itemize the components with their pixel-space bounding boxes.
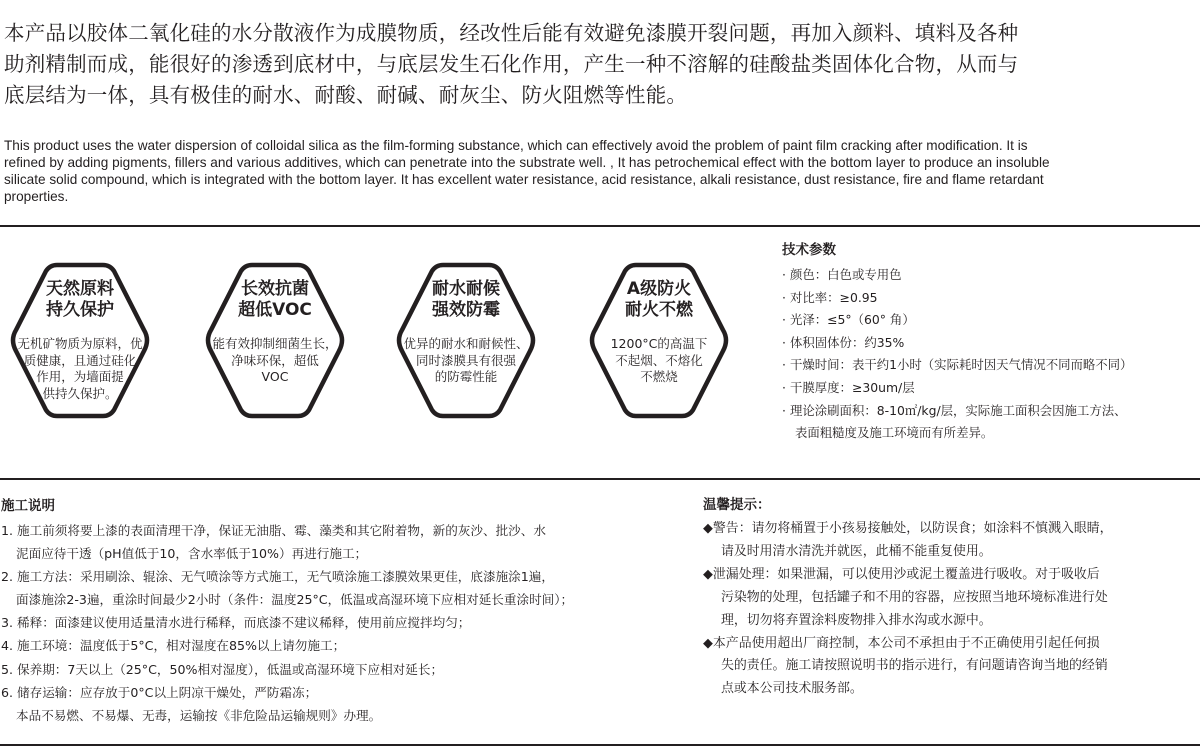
- bullet-dot: ·: [782, 402, 786, 418]
- feature-title-line: 天然原料: [46, 279, 114, 299]
- spec-item: [782, 377, 1198, 400]
- feature-desc-line: VOC: [261, 369, 289, 384]
- construction-line: 泥面应待干透（pH值低于10，含水率低于10%）再进行施工；: [16, 546, 368, 562]
- feature-desc-line: 供持久保护。: [42, 385, 118, 401]
- feature-desc: [12, 336, 148, 402]
- spec-text: 干膜厚度：≥30um/层: [790, 379, 915, 395]
- construction-heading: 施工说明: [1, 498, 55, 514]
- spec-continuation: 表面粗糙度及施工环境而有所差异。: [795, 425, 994, 441]
- construction-line: 3. 稀释：面漆建议使用适量清水进行稀释，而底漆不建议稀释，使用前应搅拌均匀；: [1, 615, 471, 631]
- spec-item: [782, 332, 1198, 355]
- feature-title: [205, 279, 345, 321]
- spec-text: 颜色：白色或专用色: [790, 267, 902, 282]
- warm-tips: [703, 496, 1199, 701]
- tech-specs: [782, 241, 1198, 445]
- specs-list: [782, 264, 1198, 445]
- feature-desc-line: 作用，为墙面提: [36, 369, 124, 384]
- feature-desc-line: 能有效抑制细菌生长，: [212, 336, 338, 351]
- construction-line: 2. 施工方法：采用刷涂、辊涂、无气喷涂等方式施工，无气喷涂施工漆膜效果更佳，底漆施涂1遍，: [1, 569, 554, 585]
- feature-desc: [398, 336, 534, 386]
- feature-badge-natural: [10, 262, 150, 419]
- tips-line: ◆本产品使用超出厂商控制，本公司不承担由于不正确使用引起任何损: [703, 635, 1100, 651]
- feature-desc: [207, 336, 343, 386]
- feature-title: [589, 279, 729, 321]
- intro-chinese-line: 本产品以胶体二氧化硅的水分散液作为成膜物质，经改性后能有效避免漆膜开裂问题，再加入颜料、填料及各种: [4, 21, 1019, 45]
- bullet-dot: ·: [782, 357, 786, 373]
- tips-line: 污染物的处理，包括罐子和不用的容器，应按照当地环境标准进行处: [721, 589, 1108, 605]
- spec-item: [782, 400, 1198, 423]
- spec-item: [782, 287, 1198, 310]
- intro-english-line: This product uses the water dispersion of colloidal silica as the film-forming substance, which can effectively avoid the problem of paint film cracking after modification. It is: [4, 138, 1028, 153]
- specs-heading: 技术参数: [782, 242, 836, 258]
- spec-item: [782, 264, 1198, 287]
- tips-line: 点或本公司技术服务部。: [721, 681, 863, 697]
- intro-english-line: silicate solid compound, which is integrated with the bottom layer. It has excellent water resistance, acid resistance, alkali resistance, dust resistance, fire and flame retardant: [4, 172, 1044, 187]
- feature-badge-waterproof: [396, 262, 536, 419]
- intro-english-line: properties.: [4, 189, 69, 204]
- tips-line: 理，切勿将弃置涂料废物排入排水沟或水源中。: [721, 612, 992, 628]
- feature-badge-antibacterial: [205, 262, 345, 419]
- tips-line: ◆警告：请勿将桶置于小孩易接触处，以防误食；如涂料不慎溅入眼睛，: [703, 521, 1113, 536]
- tips-line: 失的责任。施工请按照说明书的指示进行，有问题请咨询当地的经销: [721, 658, 1108, 674]
- construction-line: 6. 储存运输：应存放于0°C以上阴凉干燥处，严防霜冻；: [1, 684, 318, 700]
- feature-desc-line: 不起烟、不熔化: [615, 352, 703, 368]
- tips-line: 请及时用清水清洗并就医，此桶不能重复使用。: [721, 543, 992, 559]
- spec-text: 干燥时间：表干约1小时（实际耗时因天气情况不同而略不同）: [790, 357, 1133, 373]
- construction-instructions: [1, 497, 691, 727]
- construction-line: 面漆施涂2-3遍，重涂时间最少2小时（条件：温度25°C，低温或高湿环境下应相对延长重涂时间）；: [16, 592, 574, 608]
- feature-title: [396, 279, 536, 321]
- intro-chinese: [4, 18, 1198, 111]
- divider-bottom: [0, 744, 1200, 746]
- spec-item: [782, 354, 1198, 377]
- feature-desc: [591, 336, 727, 386]
- bullet-dot: ·: [782, 267, 786, 282]
- feature-title-line: 强效防霉: [432, 300, 500, 320]
- divider-middle: [0, 478, 1200, 480]
- feature-title-line: 持久保护: [46, 300, 114, 320]
- bullet-dot: ·: [782, 379, 786, 395]
- spec-item: [782, 309, 1198, 332]
- feature-badge-fireproof: [589, 262, 729, 419]
- construction-line: 4. 施工环境：温度低于5°C，相对湿度在85%以上请勿施工；: [1, 638, 346, 654]
- construction-line: 1. 施工前须将要上漆的表面清理干净，保证无油脂、霉、藻类和其它附着物，新的灰沙、批沙、水: [1, 523, 546, 538]
- intro-english: [4, 137, 1196, 205]
- feature-title: [10, 279, 150, 321]
- divider-top: [0, 225, 1200, 227]
- bullet-dot: ·: [782, 312, 786, 328]
- feature-desc-line: 无机矿物质为原料，优: [17, 336, 143, 351]
- bullet-dot: ·: [782, 289, 786, 305]
- spec-text: 体积固体份：约35%: [790, 334, 905, 350]
- feature-title-line: A级防火: [626, 279, 692, 299]
- bullet-dot: ·: [782, 334, 786, 350]
- intro-chinese-line: 底层结为一体，具有极佳的耐水、耐酸、耐碱、耐灰尘、防火阻燃等性能。: [4, 83, 688, 107]
- feature-desc-line: 净味环保，超低: [231, 352, 319, 368]
- feature-desc-line: 优异的耐水和耐候性、: [403, 336, 529, 351]
- tips-line: ◆泄漏处理：如果泄漏，可以使用沙或泥土覆盖进行吸收。对于吸收后: [703, 566, 1100, 582]
- tips-heading: 温馨提示：: [703, 497, 771, 513]
- spec-text: 对比率：≥0.95: [790, 289, 878, 305]
- intro-chinese-line: 助剂精制而成，能很好的渗透到底材中，与底层发生石化作用，产生一种不溶解的硅酸盐类固体化合物，从而与: [4, 52, 1019, 76]
- feature-desc-line: 不燃烧: [640, 369, 678, 384]
- construction-line: 5. 保养期：7天以上（25°C，50%相对湿度），低温或高湿环境下应相对延长；: [1, 661, 444, 677]
- feature-desc-line: 1200°C的高温下: [610, 336, 708, 351]
- feature-desc-line: 同时漆膜具有很强: [415, 352, 516, 368]
- spec-text: 光泽：≤5°（60° 角）: [790, 312, 915, 328]
- feature-title-line: 超低VOC: [238, 300, 312, 320]
- intro-english-line: refined by adding pigments, fillers and various additives, which can penetrate into the substrate well. , It has petrochemical effect with the bottom layer to produce an insoluble: [4, 155, 1050, 170]
- feature-title-line: 耐火不燃: [625, 300, 693, 320]
- feature-title-line: 长效抗菌: [241, 279, 309, 299]
- spec-text: 理论涂刷面积：8-10㎡/kg/层，实际施工面积会因施工方法、: [790, 402, 1127, 418]
- feature-desc-line: 的防霉性能: [434, 369, 498, 384]
- feature-title-line: 耐水耐候: [432, 279, 500, 299]
- construction-line: 本品不易燃、不易爆、无毒，运输按《非危险品运输规则》办理。: [16, 707, 382, 723]
- feature-desc-line: 质健康，且通过硅化: [23, 352, 137, 368]
